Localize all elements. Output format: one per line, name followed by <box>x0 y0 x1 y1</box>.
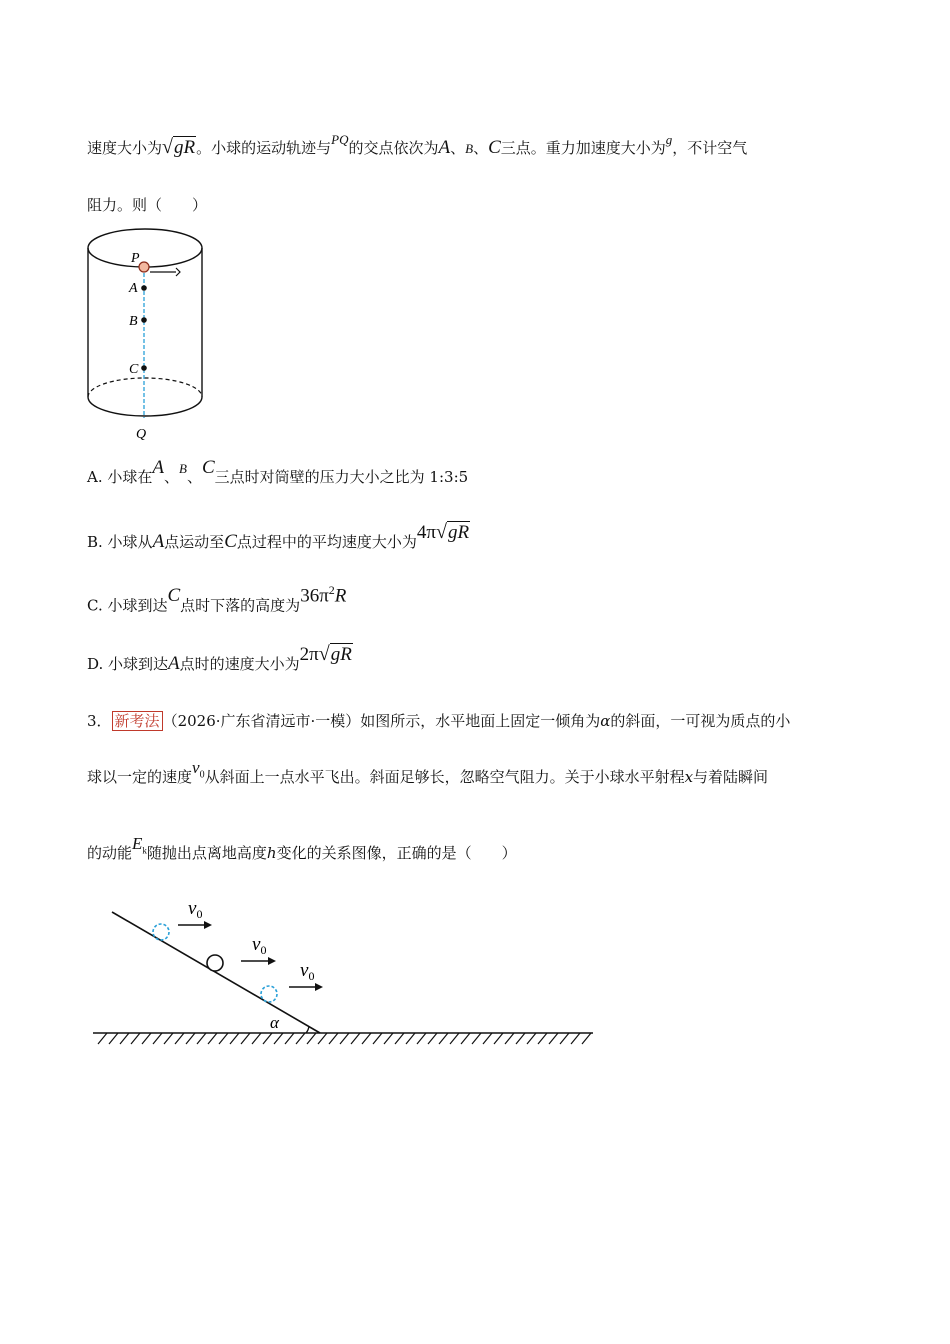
expr-36pi2R <box>300 583 346 607</box>
alpha-label: α <box>270 1013 279 1032</box>
ground-hatching <box>98 1033 591 1044</box>
option-a <box>87 457 469 488</box>
label-p: P <box>131 251 140 266</box>
expr: 36π <box>300 585 329 607</box>
var-h: h <box>266 844 277 862</box>
var-v0 <box>192 758 205 781</box>
text: 与着陆瞬间 <box>693 768 769 786</box>
text: 点时下落的高度为 <box>180 596 301 615</box>
var-alpha: α <box>600 712 611 730</box>
expr-4pi-sqrt-gR: 4π√gR <box>416 521 470 543</box>
v: v <box>192 758 200 777</box>
text: C. 小球到达 <box>87 596 168 615</box>
var-a: A <box>168 653 180 674</box>
text: 的动能 <box>87 844 133 862</box>
text: 三点。重力加速度大小为 <box>500 139 666 157</box>
exponent: 2 <box>328 583 335 597</box>
cylinder-figure <box>80 222 220 444</box>
var-b: B <box>465 141 474 156</box>
var-r: R <box>334 585 347 607</box>
v0-label-3: $v_0$ <box>300 960 315 983</box>
text: 、 <box>163 468 179 486</box>
v0-label-1: $v_0$ <box>188 898 203 921</box>
text: 、 <box>473 139 489 157</box>
v0-label-2: $v_0$ <box>252 934 267 957</box>
var-b: B <box>179 461 187 476</box>
q3-line-1 <box>87 710 790 731</box>
var-a: A <box>152 457 164 478</box>
coef: 4π <box>416 522 436 543</box>
var-a: A <box>438 137 451 158</box>
option-b <box>87 521 470 553</box>
text: 。小球的运动轨迹与 <box>196 139 332 157</box>
var-x: x <box>684 768 694 786</box>
coef: 2π <box>299 644 319 665</box>
sub-0: 0 <box>199 769 205 781</box>
var-c: C <box>488 137 501 158</box>
text: （2026·广东省清远市·一模）如图所示，水平地面上固定一倾角为 <box>162 712 601 730</box>
expr-2pi-sqrt-gR: 2π√gR <box>299 643 352 665</box>
label-q: Q <box>136 427 147 442</box>
var-pq: PQ <box>331 132 349 147</box>
sub-k: k <box>142 845 147 856</box>
question-number: 3． <box>87 712 112 730</box>
text: 变化的关系图像，正确的是（ ） <box>276 844 517 862</box>
text: 、 <box>186 468 202 486</box>
radicand: gR <box>174 137 196 158</box>
intro-line-1 <box>87 132 748 159</box>
var-g: g <box>665 132 673 147</box>
new-method-tag: 新考法 <box>112 711 163 731</box>
text: 点过程中的平均速度大小为 <box>236 533 417 551</box>
text: D. 小球到达 <box>87 655 169 673</box>
text: B. 小球从 <box>87 533 153 551</box>
sqrt-gR: √gR <box>162 136 196 158</box>
label-a: A <box>129 281 138 296</box>
text: 从斜面上一点水平飞出。斜面足够长，忽略空气阻力。关于小球水平射程 <box>204 768 685 786</box>
var-ek <box>132 834 147 856</box>
option-c <box>87 583 347 616</box>
incline-figure <box>88 892 598 1052</box>
var-c: C <box>201 457 215 478</box>
intro-line-2: 阻力。则（ ） <box>87 196 208 214</box>
radicand: gR <box>447 522 470 543</box>
label-c: C <box>129 362 139 377</box>
text: 的斜面，一可视为质点的小 <box>610 712 791 730</box>
text: 三点时对筒壁的压力大小之比为 1:3:5 <box>214 468 469 486</box>
text: 随抛出点离地高度 <box>146 844 267 862</box>
text: 球以一定的速度 <box>87 768 193 786</box>
label-b: B <box>129 314 138 329</box>
text: ，不计空气 <box>672 139 748 157</box>
q3-line-2 <box>87 758 769 789</box>
text: 、 <box>450 139 466 157</box>
var-a: A <box>152 531 165 552</box>
text: 速度大小为 <box>87 139 163 157</box>
q3-line-3 <box>87 834 517 864</box>
e: E <box>132 834 143 853</box>
var-c: C <box>167 585 181 607</box>
option-d <box>87 643 353 675</box>
text: A. 小球在 <box>87 468 153 486</box>
text: 的交点依次为 <box>348 139 439 157</box>
radicand: gR <box>330 644 352 665</box>
text: 点时的速度大小为 <box>179 655 300 673</box>
text: 点运动至 <box>164 533 225 551</box>
var-c: C <box>224 531 237 552</box>
